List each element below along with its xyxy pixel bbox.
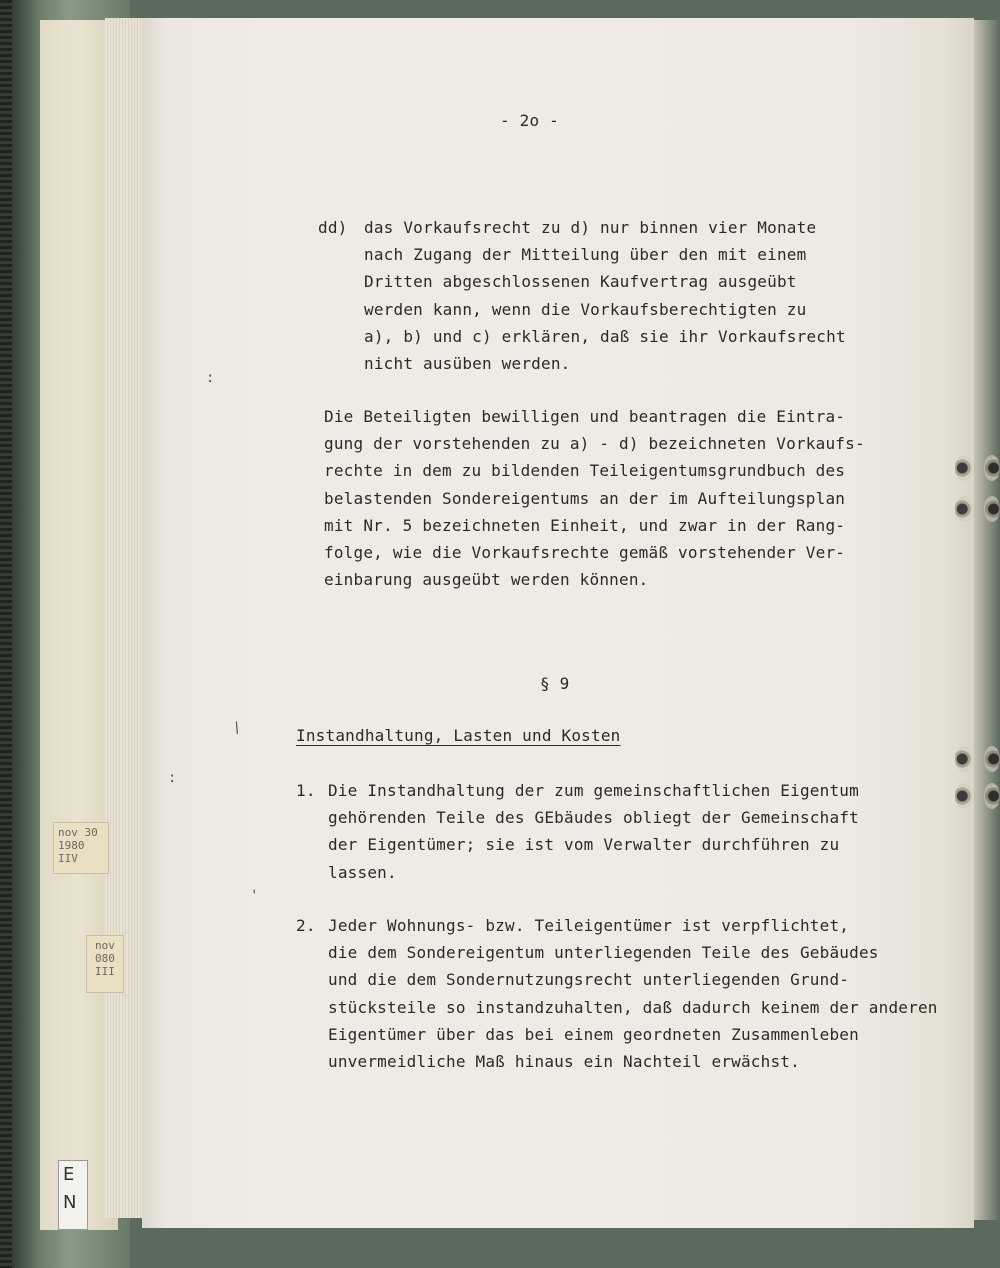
spine-label-line-2: N	[63, 1192, 77, 1213]
page-number: - 2o -	[500, 111, 559, 130]
spine-label	[58, 1160, 88, 1230]
index-tab-2-line-2: 080	[95, 952, 115, 965]
punch-hole-1	[955, 455, 973, 481]
punch-hole-2	[984, 455, 1000, 481]
clause-text: das Vorkaufsrecht zu d) nur binnen vier Monate nach Zugang der Mitteilung über den mit einem Dritten abgeschlossenen Kaufvertrag ausgeübt werden kann, wenn die Vorkaufsberechtigten zu a), b) und c) erklären, daß sie ihr Vorkaufsrecht nicht ausüben werden.	[364, 218, 846, 374]
margin-dot: :	[168, 770, 177, 786]
punch-hole-7	[955, 783, 973, 809]
punch-hole-4	[984, 496, 1000, 522]
index-tab-2	[86, 935, 124, 993]
paragraph: Die Beteiligten bewilligen und beantragen die Eintra- gung der vorstehenden zu a) - d) bezeichneten Vorkaufs- rechte in dem zu bildenden Teileigentumsgrundbuch des belastenden Sondereigentums an der im Aufteilungsplan mit Nr. 5 bezeichneten Einheit, und zwar in der Rang- folge, wie die Vorkaufsrechte gemäß vorstehender Ver- einbarung ausgeübt werden können.	[324, 407, 865, 590]
list-item-number: 2.	[296, 916, 316, 935]
index-tab-1-line-2: 1980	[58, 839, 85, 852]
index-tab-1-line-1: nov 30	[58, 826, 98, 839]
margin-dot: '	[250, 888, 259, 904]
punch-hole-6	[984, 746, 1000, 772]
margin-dot: /	[229, 718, 245, 738]
clause-marker: dd)	[318, 218, 348, 237]
list-item-text: Jeder Wohnungs- bzw. Teileigentümer ist verpflichtet, die dem Sondereigentum unterliegenden Teile des Gebäudes und die dem Sondernutzungsrecht unterliegenden Grund- stücksteile so instandzuhalten, daß dadurch keinem der anderen Eigentümer über das bei einem geordneten Zusammenleben unvermeidliche Maß hinaus ein Nachteil erwächst.	[328, 916, 938, 1072]
index-tab-2-line-1: nov	[95, 939, 115, 952]
section-sign: § 9	[540, 674, 570, 693]
punch-hole-5	[955, 746, 973, 772]
index-tab-1-line-3: IIV	[58, 852, 78, 865]
punch-hole-8	[984, 783, 1000, 809]
list-item-text: Die Instandhaltung der zum gemeinschaftlichen Eigentum gehörenden Teile des GEbäudes obliegt der Gemeinschaft der Eigentümer; sie ist vom Verwalter durchführen zu lassen.	[328, 781, 859, 882]
page-right-edge	[974, 20, 1000, 1220]
punch-hole-3	[955, 496, 973, 522]
margin-dot: :	[206, 370, 215, 386]
binder-spine	[0, 0, 12, 1268]
list-item-number: 1.	[296, 781, 316, 800]
section-heading: Instandhaltung, Lasten und Kosten	[296, 726, 621, 745]
spine-label-line-1: E	[63, 1164, 75, 1185]
index-tab-1	[53, 822, 109, 874]
index-tab-2-line-3: III	[95, 965, 115, 978]
